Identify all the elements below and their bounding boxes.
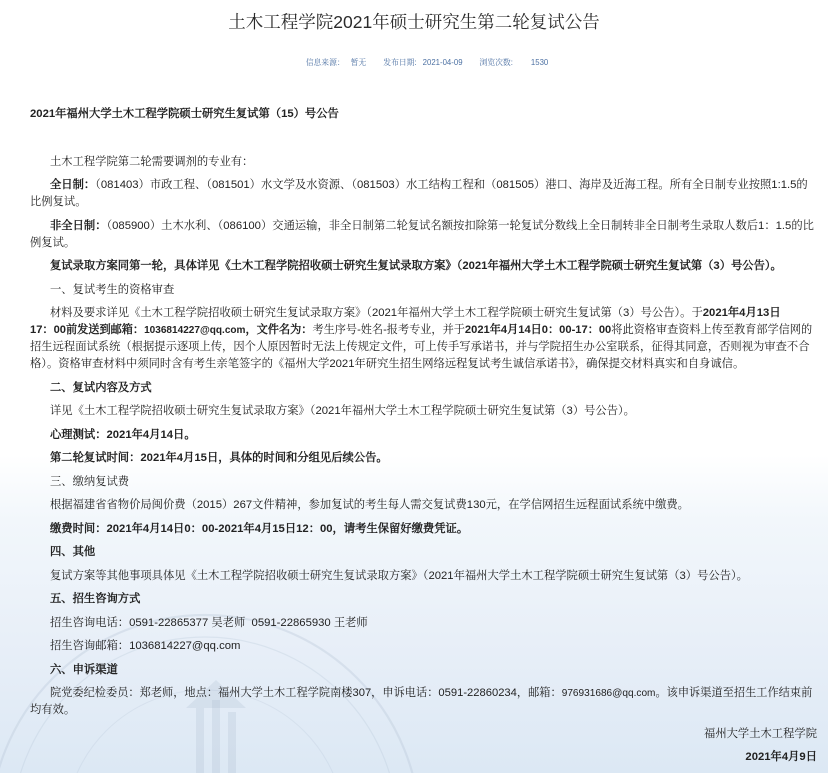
paragraph	[30, 615, 817, 632]
paragraph	[30, 521, 817, 538]
emphasis-text: 四、其他	[50, 546, 96, 558]
view-count	[480, 57, 549, 69]
text-line	[30, 497, 817, 514]
text-line	[30, 544, 817, 561]
text-line	[30, 662, 817, 679]
article-meta	[0, 57, 828, 69]
paragraph	[30, 218, 817, 252]
text-line	[30, 194, 817, 211]
signature-block	[30, 726, 817, 767]
paragraph	[30, 497, 817, 514]
text-line	[30, 154, 817, 171]
body-text: 。该申诉渠道至招生工作结束前	[655, 687, 813, 699]
emphasis-text: 2021年4月14日0：00-17：00	[464, 324, 612, 336]
body-text: 比例复试。	[30, 196, 87, 208]
info-source-label: 信息来源：	[305, 58, 345, 67]
text-line	[30, 450, 817, 467]
text-line	[30, 685, 817, 702]
text-line	[30, 339, 817, 356]
text-line	[30, 356, 817, 373]
body-text: 例复试。	[30, 236, 76, 249]
text-line	[30, 235, 817, 252]
body-text: 招生远程面试系统（根据提示逐项上传，因个人原因暂时无法上传规定文件，可上传手写承诺书，并与学院招生办公室联系，征得其同意，否则视为审查不合	[30, 341, 810, 353]
body-text: 材料及要求详见《土木工程学院招收硕士研究生复试录取方案》（2021年福州大学土木工程学院硕士研究生复试第（3）号公告）。于	[50, 307, 703, 319]
text-line	[30, 702, 817, 719]
page-title: 土木工程学院2021年硕士研究生第二轮复试公告	[228, 12, 600, 32]
notice-number: 2021年福州大学土木工程学院硕士研究生复试第（15）号公告	[30, 107, 339, 120]
paragraph	[30, 154, 817, 171]
section-heading	[30, 474, 817, 491]
text-line	[30, 380, 817, 397]
view-count-value: 1530	[530, 58, 549, 67]
body-text: （085900）土木水利、（086100）交通运输，非全日制第二轮复试名额按扣除第一轮复试分数线上全日制转非全日制考生录取人数后1：1.5的比	[106, 219, 814, 232]
emphasis-text: 心理测试：2021年4月14日。	[50, 428, 196, 441]
body-text: 一、复试考生的资格审查	[50, 283, 175, 296]
emphasis-text: 五、招生咨询方式	[50, 593, 141, 605]
paragraph	[30, 258, 817, 275]
emphasis-text: 二、复试内容及方式	[50, 381, 152, 394]
body-text: 复试方案等其他事项具体见《土木工程学院招收硕士研究生复试录取方案》（2021年福州大学土木工程学院硕士研究生复试第（3）号公告）。	[50, 569, 748, 582]
emphasis-text: 非全日制：	[50, 219, 107, 232]
paragraph	[30, 427, 817, 444]
text-line	[30, 521, 817, 538]
emphasis-text: 2021年4月13日	[702, 307, 781, 319]
text-line	[30, 568, 817, 585]
article-body	[30, 106, 817, 767]
text-line	[30, 218, 817, 235]
text-line	[30, 258, 817, 275]
body-text: 三、缴纳复试费	[50, 475, 130, 488]
body-text: 根据福建省省物价局闽价费（2015）267文件精神，参加复试的考生每人需交复试费130元，在学信网招生远程面试系统中缴费。	[50, 499, 689, 511]
body-text: （081403）市政工程、（081501）水文学及水资源、（081503）水工结构工程和（081505）港口、海岸及近海工程。所有全日制专业按照1:1.5的	[95, 179, 808, 191]
body-text: 考生序号-姓名-报考专业，并于	[312, 324, 465, 336]
body-text: 格）。资格审查材料中须同时含有考生亲笔签字的《福州大学2021年研究生招生网络远程复试考生诚信承诺书》，确保提交材料真实和自身诚信。	[30, 358, 745, 370]
view-count-label: 浏览次数:	[479, 58, 513, 67]
paragraph	[30, 450, 817, 467]
text-line	[30, 427, 817, 444]
info-source	[306, 57, 367, 69]
body-text: 土木工程学院第二轮需要调剂的专业有：	[50, 155, 254, 168]
text-line	[30, 615, 817, 632]
publish-date-value: 2021-04-09	[422, 58, 463, 67]
email-address: 976931686@qq.com	[561, 688, 656, 699]
section-heading	[30, 662, 817, 679]
body-text: 招生咨询电话：0591-22865377 吴老师 0591-22865930 王老师	[50, 616, 368, 629]
body-text: 均有效。	[30, 704, 76, 716]
signature-date: 2021年4月9日	[745, 751, 817, 763]
article-paragraphs	[30, 154, 817, 720]
signature-org: 福州大学土木工程学院	[704, 727, 817, 740]
paragraph	[30, 638, 817, 655]
text-line	[30, 305, 817, 322]
body-text: 院党委纪检委员：郑老师，地点：福州大学土木工程学院南楼307，申诉电话：0591-22860234，邮箱：	[50, 687, 562, 699]
paragraph	[30, 177, 817, 211]
body-text: 将此资格审查资料上传至教育部学信网的	[611, 324, 813, 336]
info-source-value: 暂无	[350, 58, 367, 67]
paragraph	[30, 568, 817, 585]
publish-date-label: 发布日期:	[383, 58, 417, 67]
publish-date	[383, 57, 462, 69]
body-text: 详见《土木工程学院招收硕士研究生复试录取方案》（2021年福州大学土木工程学院硕士研究生复试第（3）号公告）。	[50, 405, 635, 417]
text-line	[30, 322, 817, 339]
section-heading	[30, 544, 817, 561]
emphasis-text: 第二轮复试时间：2021年4月15日，具体的时间和分组见后续公告。	[50, 452, 388, 464]
text-line	[30, 591, 817, 608]
text-line	[30, 403, 817, 420]
emphasis-text: 全日制：	[50, 179, 96, 191]
text-line	[30, 177, 817, 194]
text-line	[30, 474, 817, 491]
text-line	[30, 638, 817, 655]
emphasis-text: 17：00前发送到邮箱：	[30, 324, 145, 336]
emphasis-text: 缴费时间：2021年4月14日0：00-2021年4月15日12：00，请考生保留好缴费凭证。	[50, 522, 469, 535]
text-line	[30, 282, 817, 299]
body-text: 招生咨询邮箱：1036814227@qq.com	[50, 640, 241, 652]
paragraph	[30, 685, 817, 719]
section-heading	[30, 282, 817, 299]
section-heading	[30, 380, 817, 397]
paragraph	[30, 403, 817, 420]
emphasis-text: 六、申诉渠道	[50, 663, 118, 676]
emphasis-text: ，文件名为：	[245, 324, 313, 336]
paragraph	[30, 305, 817, 373]
emphasis-text: 复试录取方案同第一轮，具体详见《土木工程学院招收硕士研究生复试录取方案》（2021年福州大学土木工程学院硕士研究生复试第（3）号公告）。	[50, 260, 782, 272]
email-address: 1036814227@qq.com	[144, 325, 246, 336]
section-heading	[30, 591, 817, 608]
